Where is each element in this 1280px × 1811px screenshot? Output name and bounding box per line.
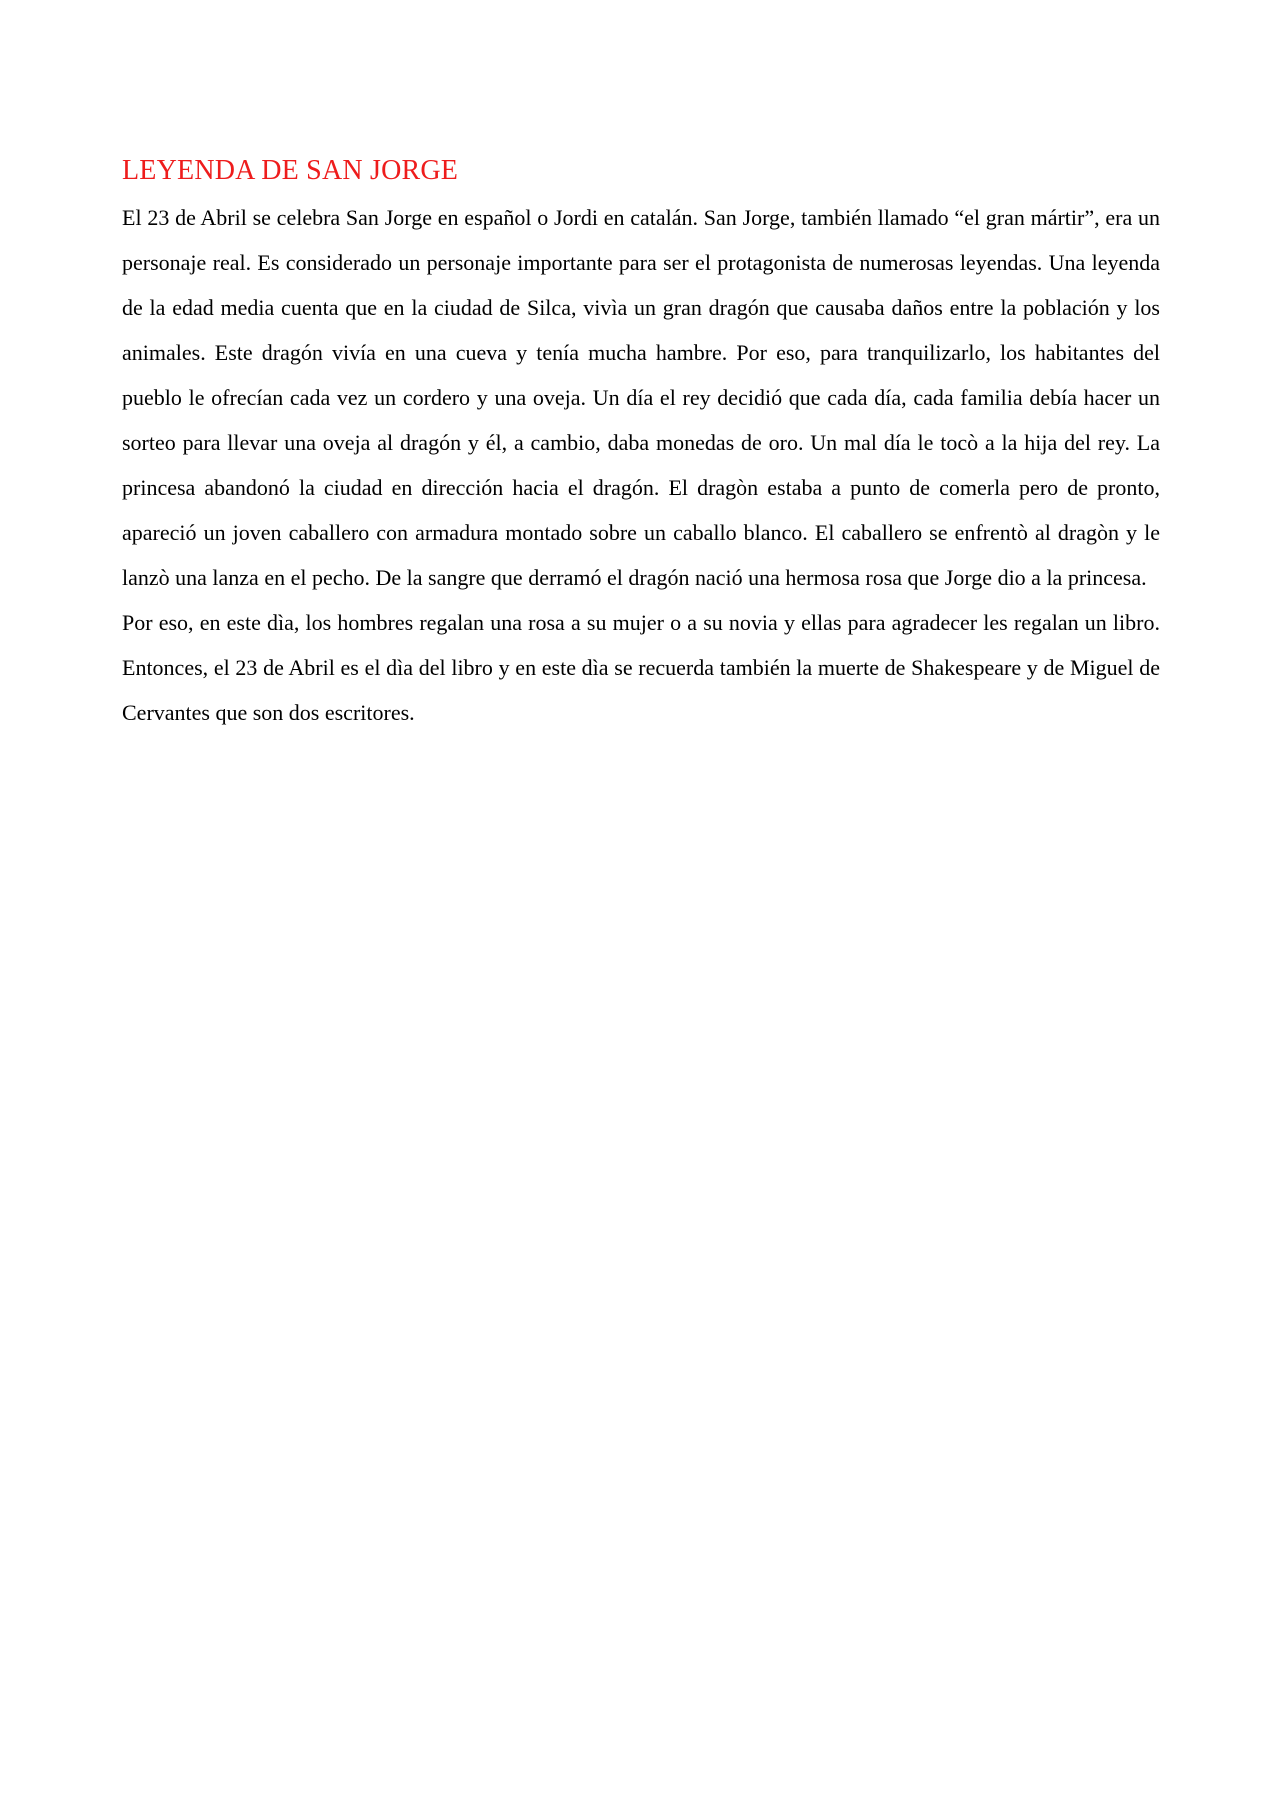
document-title: LEYENDA DE SAN JORGE: [122, 155, 459, 186]
document-body: [122, 151, 1160, 735]
paragraph-legend: El 23 de Abril se celebra San Jorge en español o Jordi en catalán. San Jorge, también llamado “el gran mártir”, era un personaje real. Es considerado un personaje importante para ser el protagonista de numerosas leyendas. Una leyenda de la edad media cuenta que en la ciudad de Silca, vivìa un gran dragón que causaba daños entre la población y los animales. Este dragón vivía en una cueva y tenía mucha hambre. Por eso, para tranquilizarlo, los habitantes del pueblo le ofrecían cada vez un cordero y una oveja. Un día el rey decidió que cada día, cada familia debía hacer un sorteo para llevar una oveja al dragón y él, a cambio, daba monedas de oro. Un mal día le tocò a la hija del rey. La princesa abandonó la ciudad en dirección hacia el dragón. El dragòn estaba a punto de comerla pero de pronto, apareció un joven caballero con armadura montado sobre un caballo blanco. El caballero se enfrentò al dragòn y le lanzò una lanza en el pecho. De la sangre que derramó el dragón nació una hermosa rosa que Jorge dio a la princesa.: [122, 205, 1160, 590]
paragraph-book-day: Por eso, en este dìa, los hombres regalan una rosa a su mujer o a su novia y ellas para agradecer les regalan un libro. Entonces, el 23 de Abril es el dìa del libro y en este dìa se recuerda también la muerte de Shakespeare y de Miguel de Cervantes que son dos escritores.: [122, 610, 1160, 725]
